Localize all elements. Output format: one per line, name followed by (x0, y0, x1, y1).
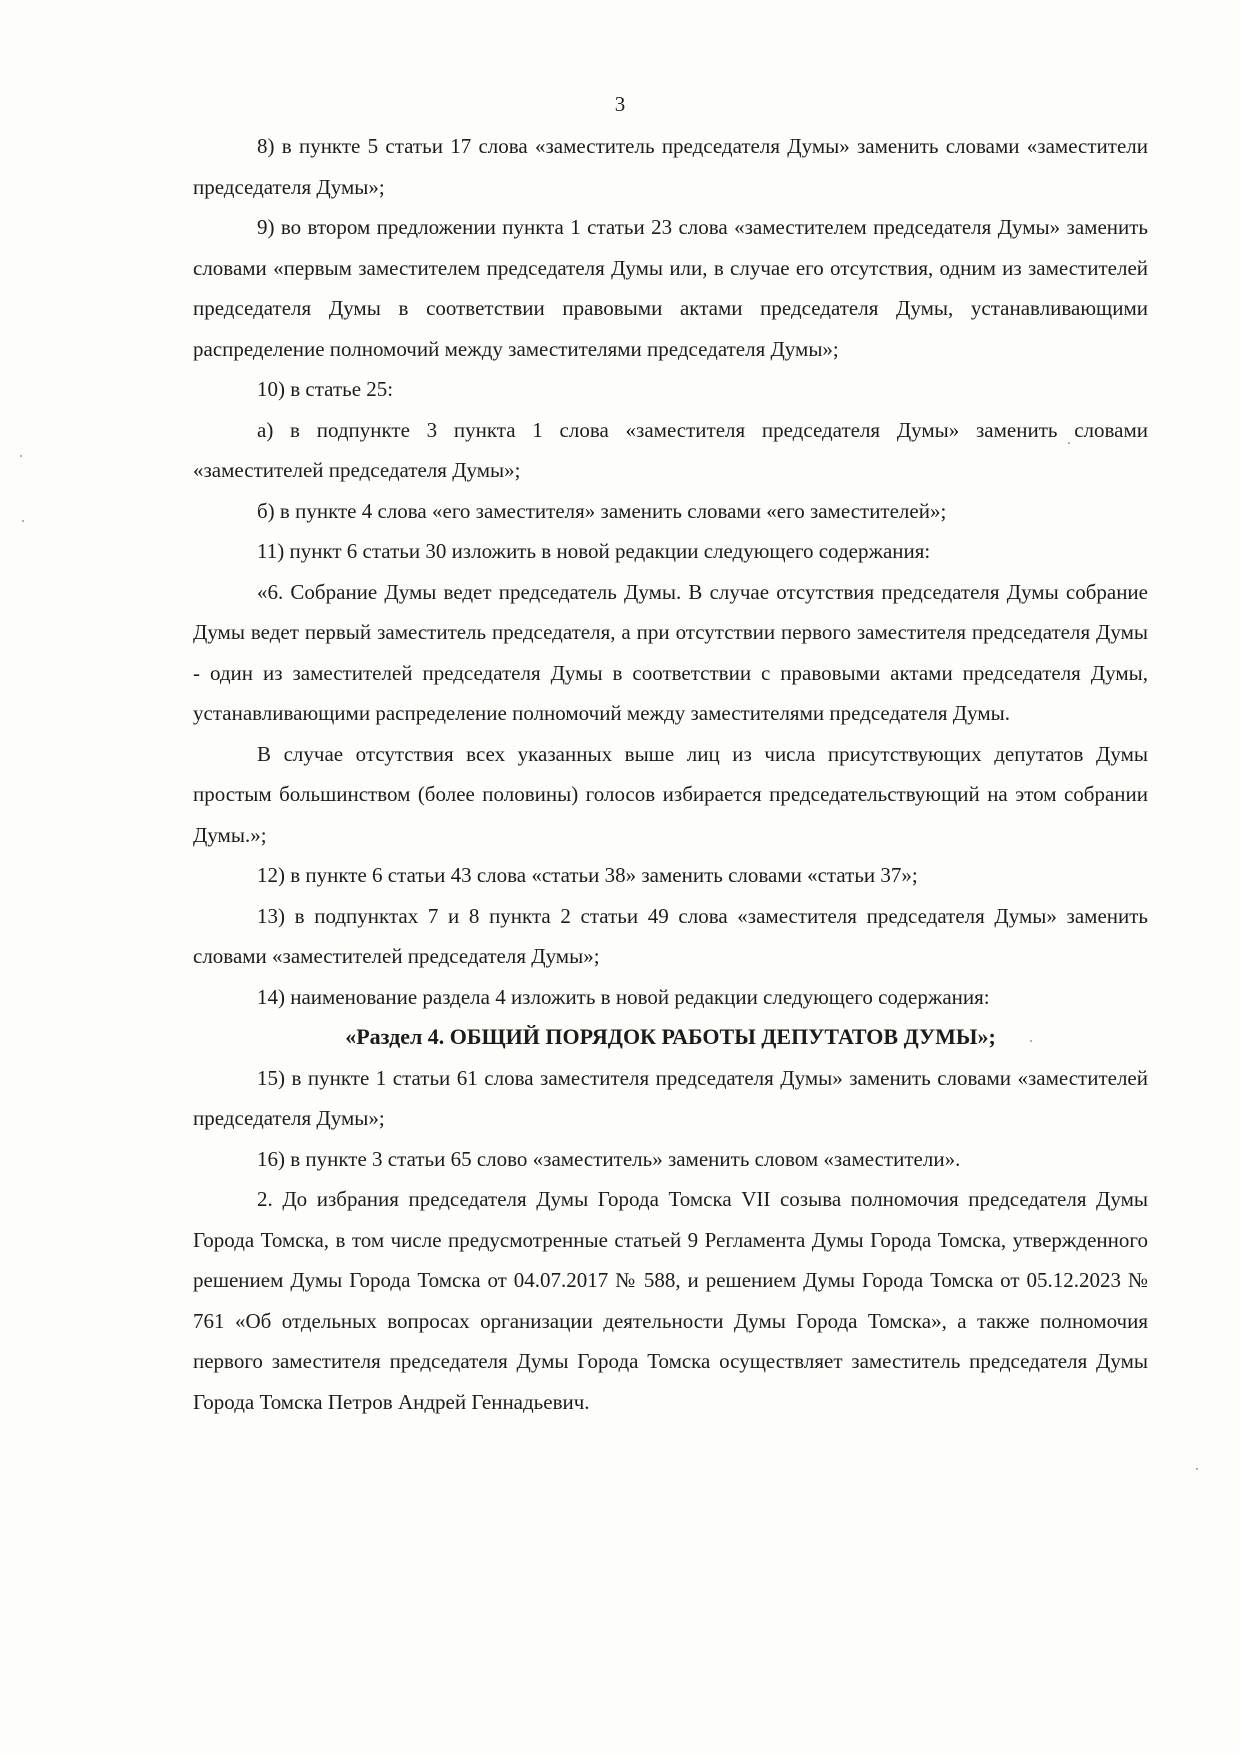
paragraph-item-15: 15) в пункте 1 статьи 61 слова заместителя председателя Думы» заменить словами «заместителей председателя Думы»; (193, 1065, 1148, 1130)
scan-speck (22, 520, 24, 522)
paragraph-quoted-point-6: «6. Собрание Думы ведет председатель Думы. В случае отсутствия председателя Думы собрание Думы ведет первый заместитель председателя, а при отсутствии первого заместителя председателя Думы - один из заместителей председателя Думы в соответствии с правовыми актами председателя Думы, устанавливающими распределение полномочий между заместителями председателя Думы. (193, 579, 1148, 725)
paragraph-item-14: 14) наименование раздела 4 изложить в новой редакции следующего содержания: (257, 984, 990, 1009)
paragraph-item-13: 13) в подпунктах 7 и 8 пункта 2 статьи 49 слова «заместителя председателя Думы» заменить словами «заместителей председателя Думы»; (193, 903, 1148, 968)
paragraph-item-8: 8) в пункте 5 статьи 17 слова «заместитель председателя Думы» заменить словами «заместители председателя Думы»; (193, 134, 1148, 199)
paragraph-item-10: 10) в статье 25: (257, 377, 394, 401)
paragraph-quoted-continuation: В случае отсутствия всех указанных выше лиц из числа присутствующих депутатов Думы простым большинством (более половины) голосов избирается председательствующий на этом собрании Думы.»; (193, 741, 1148, 847)
paragraph-item-9: 9) во втором предложении пункта 1 статьи 23 слова «заместителем председателя Думы» заменить словами «первым заместителем председателя Думы или, в случае его отсутствия, одним из заместителей председателя Думы в соответствии правовыми актами председателя Думы, устанавливающими распределение полномочий между заместителями председателя Думы»; (193, 215, 1148, 361)
scan-speck (20, 455, 22, 457)
page-number: 3 (614, 92, 626, 116)
scan-speck (1196, 1468, 1198, 1470)
scan-speck (1030, 1040, 1032, 1042)
document-body (193, 126, 1148, 1422)
paragraph-clause-2: 2. До избрания председателя Думы Города Томска VII созыва полномочия председателя Думы Города Томска, в том числе предусмотренные статьей 9 Регламента Думы Города Томска, утвержденного решением Думы Города Томска от 04.07.2017 № 588, и решением Думы Города Томска от 05.12.2023 № 761 «Об отдельных вопросах организации деятельности Думы Города Томска», а также полномочия первого заместителя председателя Думы Города Томска осуществляет заместитель председателя Думы Города Томска Петров Андрей Геннадьевич. (193, 1187, 1148, 1414)
section-heading: «Раздел 4. ОБЩИЙ ПОРЯДОК РАБОТЫ ДЕПУТАТОВ ДУМЫ»; (345, 1024, 996, 1049)
paragraph-subitem-a: а) в подпункте 3 пункта 1 слова «заместителя председателя Думы» заменить словами «заместителей председателя Думы»; (193, 417, 1148, 482)
paragraph-subitem-b: б) в пункте 4 слова «его заместителя» заменить словами «его заместителей»; (257, 498, 947, 523)
scan-speck (1068, 442, 1070, 444)
paragraph-item-11: 11) пункт 6 статьи 30 изложить в новой редакции следующего содержания: (257, 539, 931, 563)
paragraph-item-16: 16) в пункте 3 статьи 65 слово «заместитель» заменить словом «заместители». (257, 1146, 961, 1171)
paragraph-item-12: 12) в пункте 6 статьи 43 слова «статьи 38» заменить словами «статьи 37»; (257, 863, 918, 887)
